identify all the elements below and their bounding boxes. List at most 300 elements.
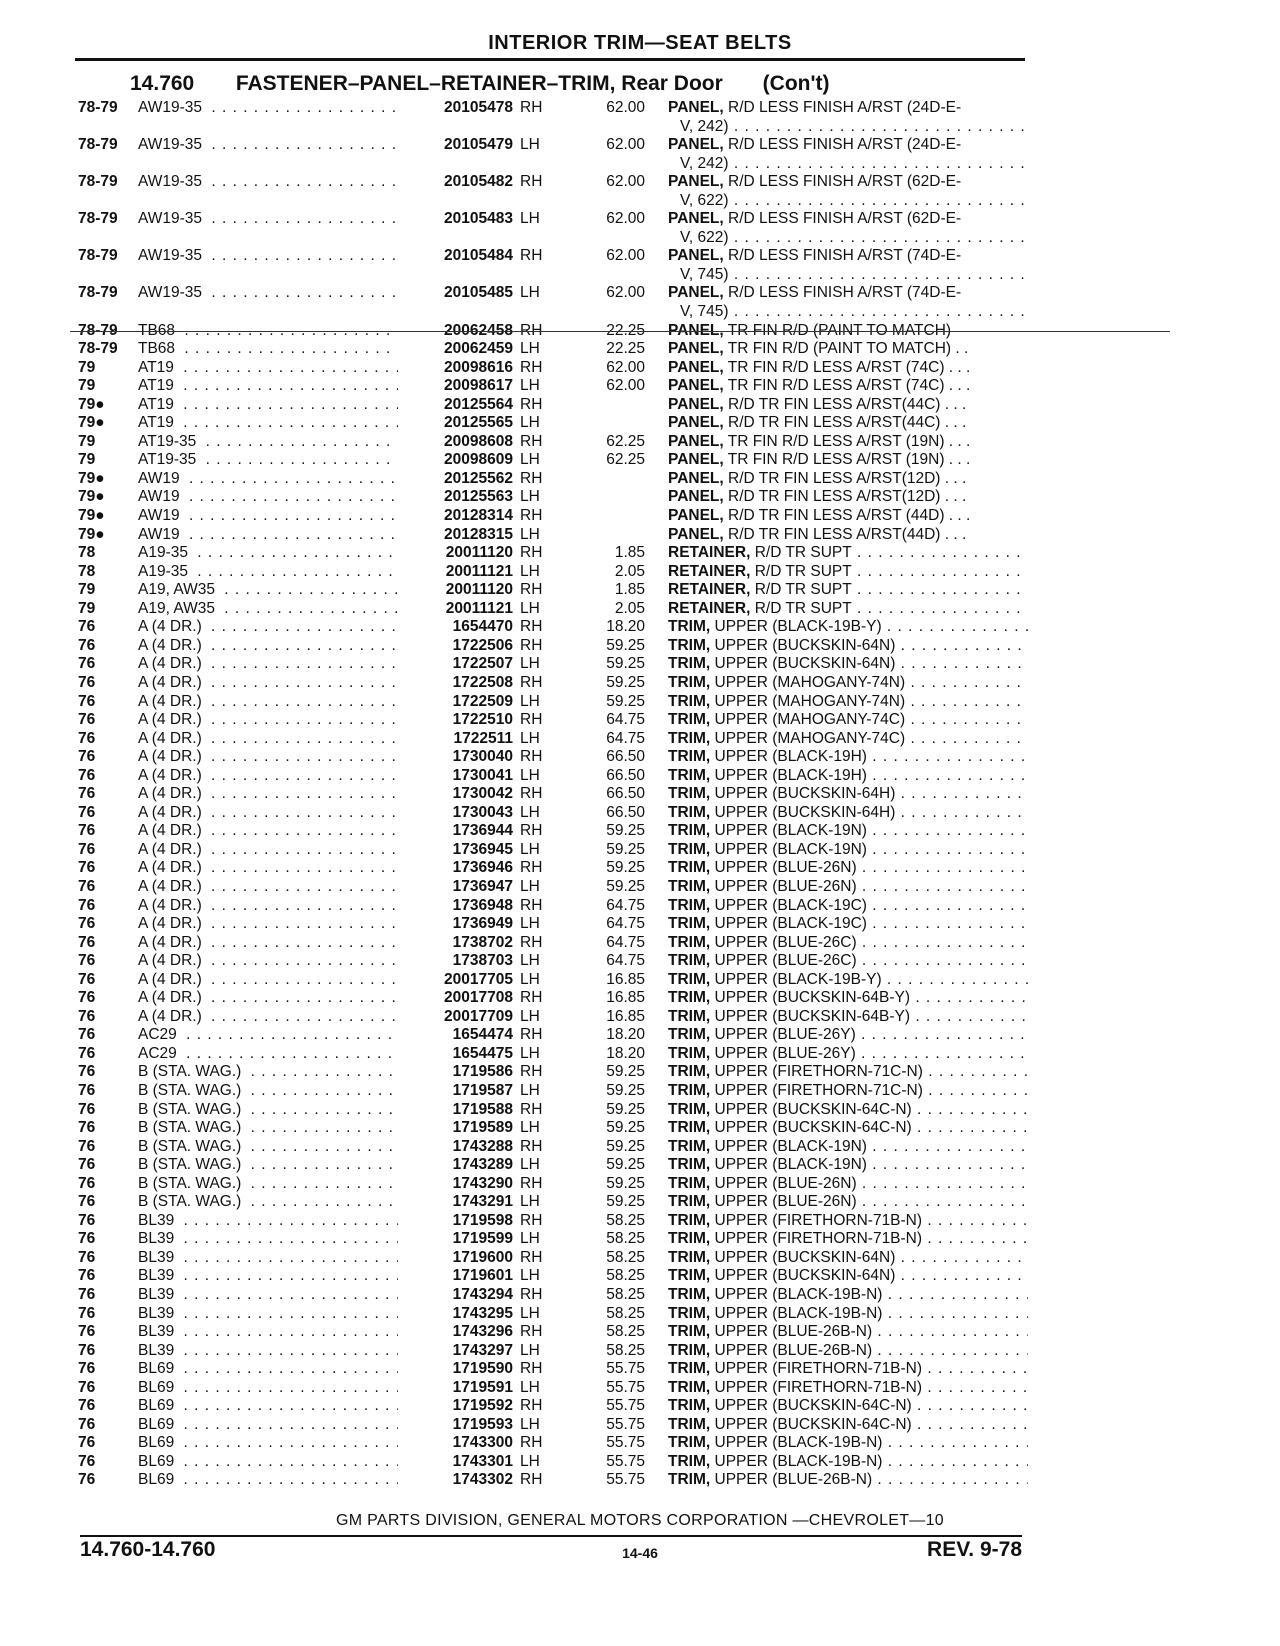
row-model-text: B (STA. WAG.) xyxy=(138,1082,245,1099)
row-year: 76 xyxy=(78,1397,96,1415)
row-model-text: A (4 DR.) xyxy=(138,897,206,914)
row-item-desc: UPPER (BLACK-19N) . . . xyxy=(715,1138,1029,1155)
row-description xyxy=(668,878,1028,897)
row-item-desc: UPPER (BLACK-19B-N) . . . xyxy=(715,1434,1029,1451)
row-item-desc: UPPER (BUCKSKIN-64C-N) . . . xyxy=(715,1397,1029,1414)
table-row xyxy=(0,655,1280,674)
row-item-name: TRIM, xyxy=(668,970,711,988)
row-side: LH xyxy=(520,599,540,617)
row-item-desc: UPPER (BUCKSKIN-64B-Y) . . . xyxy=(715,1008,1029,1025)
row-item-desc: UPPER (MAHOGANY-74C) . . . xyxy=(715,711,1029,728)
row-year: 76 xyxy=(78,952,96,970)
row-year: 78 xyxy=(78,544,96,562)
row-price: 58.25 xyxy=(606,1248,645,1266)
table-row xyxy=(0,693,1280,712)
row-model xyxy=(138,1360,418,1379)
row-model xyxy=(138,1434,418,1453)
row-description xyxy=(668,785,1028,804)
row-model-text: BL39 xyxy=(138,1323,178,1340)
row-item-name: TRIM, xyxy=(668,729,711,747)
row-model xyxy=(138,1175,418,1194)
row-price: 16.85 xyxy=(606,1007,645,1025)
row-part-number: 1654474 xyxy=(398,1026,513,1045)
row-item-name: RETAINER, xyxy=(668,581,751,599)
row-model xyxy=(138,1416,418,1435)
table-row xyxy=(0,711,1280,730)
row-model-text: A (4 DR.) xyxy=(138,767,206,784)
row-item-name: TRIM, xyxy=(668,822,711,840)
table-row xyxy=(0,1045,1280,1064)
row-price: 18.20 xyxy=(606,618,645,636)
row-model-text: TB68 xyxy=(138,340,179,357)
row-model xyxy=(138,748,418,767)
row-item-name: TRIM, xyxy=(668,1211,711,1229)
row-year: 76 xyxy=(78,729,96,747)
row-model-text: BL39 xyxy=(138,1267,178,1284)
row-part-number: 20125562 xyxy=(398,470,513,489)
row-item-name: PANEL, xyxy=(668,432,724,450)
row-side: LH xyxy=(520,377,540,395)
row-item-desc: TR FIN R/D LESS A/RST (19N) . . . xyxy=(727,451,971,469)
row-description xyxy=(668,1397,1028,1416)
row-item-desc: UPPER (BLUE-26N) . . . xyxy=(715,1175,1029,1192)
row-year: 79 xyxy=(78,358,96,376)
row-item-name: TRIM, xyxy=(668,1119,711,1137)
row-side: RH xyxy=(520,507,543,525)
row-side: RH xyxy=(520,748,543,766)
row-price: 62.25 xyxy=(606,432,645,450)
row-side: LH xyxy=(520,877,540,895)
row-item-desc: R/D TR SUPT . . . xyxy=(755,544,1028,561)
row-part-number: 1719586 xyxy=(398,1063,513,1082)
row-model-text: AC29 xyxy=(138,1026,181,1043)
table-row xyxy=(0,934,1280,953)
row-side: RH xyxy=(520,1211,543,1229)
row-item-desc: UPPER (BLUE-26C) . . . xyxy=(715,952,1029,969)
page-header-title: INTERIOR TRIM—SEAT BELTS xyxy=(488,32,792,54)
row-part-number: 1722508 xyxy=(398,674,513,693)
row-model-text: A19-35 xyxy=(138,544,192,561)
row-item-desc: UPPER (BUCKSKIN-64C-N) . . . xyxy=(715,1416,1029,1433)
row-model xyxy=(138,210,418,229)
row-part-number: 1743291 xyxy=(398,1193,513,1212)
table-row xyxy=(0,1101,1280,1120)
row-model xyxy=(138,1193,418,1212)
row-model xyxy=(138,1119,418,1138)
row-part-number: 20017708 xyxy=(398,989,513,1008)
row-description xyxy=(668,730,1028,749)
row-description xyxy=(668,1175,1028,1194)
row-side: LH xyxy=(520,136,540,154)
row-model xyxy=(138,340,418,359)
row-side: LH xyxy=(520,284,540,302)
section-heading xyxy=(130,72,829,96)
row-part-number: 20105479 xyxy=(398,136,513,155)
row-year: 76 xyxy=(78,1248,96,1266)
row-part-number: 1654470 xyxy=(398,618,513,637)
row-price: 59.25 xyxy=(606,1174,645,1192)
row-description xyxy=(668,1286,1028,1305)
row-item-desc: UPPER (BUCKSKIN-64N) . . . xyxy=(715,637,1029,654)
row-item-name: TRIM, xyxy=(668,1434,711,1452)
row-price: 59.25 xyxy=(606,1081,645,1099)
row-item-name: PANEL, xyxy=(668,321,724,339)
row-model xyxy=(138,1063,418,1082)
row-item-desc: R/D LESS FINISH A/RST (24D-E- xyxy=(728,136,962,154)
row-description xyxy=(668,526,1028,545)
row-item-name: TRIM, xyxy=(668,859,711,877)
row-item-desc: UPPER (BLUE-26C) . . . xyxy=(715,934,1029,951)
row-item-desc: UPPER (BUCKSKIN-64H) . . . xyxy=(715,785,1029,802)
row-model-text: A (4 DR.) xyxy=(138,674,206,691)
row-part-number: 20128315 xyxy=(398,526,513,545)
row-item-desc-continued: V, 242) . . . xyxy=(668,155,1028,174)
row-side: LH xyxy=(520,1081,540,1099)
row-model-text: AT19 xyxy=(138,414,178,431)
row-side: RH xyxy=(520,1323,543,1341)
row-side: LH xyxy=(520,451,540,469)
row-model-text: AW19-35 xyxy=(138,136,206,153)
row-price: 58.25 xyxy=(606,1230,645,1248)
row-part-number: 1719599 xyxy=(398,1230,513,1249)
row-price: 22.25 xyxy=(606,321,645,339)
row-side: LH xyxy=(520,340,540,358)
row-part-number: 1730040 xyxy=(398,748,513,767)
row-item-desc: UPPER (FIRETHORN-71B-N) . . . xyxy=(715,1212,1029,1229)
row-price: 55.75 xyxy=(606,1471,645,1489)
table-row xyxy=(0,785,1280,804)
row-model-text: AT19 xyxy=(138,377,178,394)
row-description xyxy=(668,1082,1028,1101)
row-item-name: TRIM, xyxy=(668,1323,711,1341)
row-price: 59.25 xyxy=(606,692,645,710)
row-item-name: TRIM, xyxy=(668,803,711,821)
row-model xyxy=(138,767,418,786)
row-description xyxy=(668,748,1028,767)
row-item-name: PANEL, xyxy=(668,136,724,154)
row-model-text: B (STA. WAG.) xyxy=(138,1063,245,1080)
row-side: RH xyxy=(520,1471,543,1489)
row-item-desc: UPPER (BLACK-19B-N) . . . xyxy=(715,1286,1029,1303)
row-description xyxy=(668,470,1028,489)
row-year: 76 xyxy=(78,1341,96,1359)
row-price: 64.75 xyxy=(606,896,645,914)
row-side: RH xyxy=(520,1286,543,1303)
row-price: 66.50 xyxy=(606,748,645,766)
row-model xyxy=(138,377,418,396)
row-year: 76 xyxy=(78,1137,96,1155)
row-price: 55.75 xyxy=(606,1434,645,1452)
row-year: 76 xyxy=(78,711,96,729)
row-description xyxy=(668,136,1028,173)
row-model-text: AC29 xyxy=(138,1045,181,1062)
row-side: LH xyxy=(520,488,540,506)
row-model xyxy=(138,136,418,155)
row-model-text: AW19-35 xyxy=(138,247,206,264)
row-item-name: TRIM, xyxy=(668,1378,711,1396)
row-model xyxy=(138,1267,418,1286)
row-price: 16.85 xyxy=(606,970,645,988)
row-year: 76 xyxy=(78,1230,96,1248)
table-row xyxy=(0,1379,1280,1398)
row-year: 76 xyxy=(78,1211,96,1229)
table-row xyxy=(0,1212,1280,1231)
row-item-name: TRIM, xyxy=(668,1471,711,1489)
row-price: 64.75 xyxy=(606,933,645,951)
row-model xyxy=(138,1286,418,1305)
row-model-text: BL69 xyxy=(138,1397,178,1414)
row-model-text: BL39 xyxy=(138,1212,178,1229)
table-row xyxy=(0,730,1280,749)
row-description xyxy=(668,433,1028,452)
table-row xyxy=(0,359,1280,378)
row-year: 79 xyxy=(78,599,96,617)
row-model-text: BL39 xyxy=(138,1342,178,1359)
row-model-text: BL69 xyxy=(138,1471,178,1488)
row-part-number: 1722506 xyxy=(398,637,513,656)
table-row xyxy=(0,1230,1280,1249)
row-side: RH xyxy=(520,358,543,376)
row-side: LH xyxy=(520,729,540,747)
row-model xyxy=(138,711,418,730)
row-part-number: 1736947 xyxy=(398,878,513,897)
row-item-desc: UPPER (BUCKSKIN-64N) . . . xyxy=(715,1267,1029,1284)
row-item-name: TRIM, xyxy=(668,655,711,673)
row-description xyxy=(668,1416,1028,1435)
row-price: 59.25 xyxy=(606,1063,645,1081)
table-row xyxy=(0,1397,1280,1416)
row-model xyxy=(138,359,418,378)
row-item-desc: UPPER (BUCKSKIN-64N) . . . xyxy=(715,1249,1029,1266)
row-model-text: A (4 DR.) xyxy=(138,711,206,728)
row-item-desc: UPPER (FIRETHORN-71C-N) . . . xyxy=(715,1082,1029,1099)
row-description xyxy=(668,655,1028,674)
row-side: LH xyxy=(520,1267,540,1285)
row-model xyxy=(138,674,418,693)
row-item-name: TRIM, xyxy=(668,915,711,933)
row-model-text: A (4 DR.) xyxy=(138,952,206,969)
row-part-number: 1722507 xyxy=(398,655,513,674)
row-model xyxy=(138,544,418,563)
row-year: 76 xyxy=(78,1415,96,1433)
row-item-desc: R/D TR SUPT . . . xyxy=(755,563,1028,580)
row-description xyxy=(668,451,1028,470)
row-price: 59.25 xyxy=(606,840,645,858)
row-year: 78-79 xyxy=(78,247,118,265)
row-price: 58.25 xyxy=(606,1323,645,1341)
row-item-name: TRIM, xyxy=(668,636,711,654)
row-item-desc: R/D LESS FINISH A/RST (24D-E- xyxy=(728,99,962,116)
row-part-number: 1736945 xyxy=(398,841,513,860)
row-item-desc: UPPER (FIRETHORN-71B-N) . . . xyxy=(715,1230,1029,1247)
row-item-desc: UPPER (BLUE-26N) . . . xyxy=(715,859,1029,876)
table-row xyxy=(0,1416,1280,1435)
row-price: 59.25 xyxy=(606,1119,645,1137)
row-model xyxy=(138,730,418,749)
row-side: RH xyxy=(520,822,543,840)
row-item-desc: R/D TR FIN LESS A/RST(44C) . . . xyxy=(728,414,967,432)
footer-division: GM PARTS DIVISION, GENERAL MOTORS CORPORATION —CHEVROLET—10 xyxy=(335,1512,945,1529)
row-item-desc: TR FIN R/D LESS A/RST (19N) . . . xyxy=(727,432,971,450)
row-year: 79 xyxy=(78,432,96,450)
row-model-text: B (STA. WAG.) xyxy=(138,1119,245,1136)
row-year: 76 xyxy=(78,766,96,784)
row-model xyxy=(138,526,418,545)
row-item-name: PANEL, xyxy=(668,284,724,302)
row-price: 58.25 xyxy=(606,1341,645,1359)
row-part-number: 1719590 xyxy=(398,1360,513,1379)
row-item-desc: R/D TR FIN LESS A/RST(12D) . . . xyxy=(728,469,967,487)
row-year: 76 xyxy=(78,1081,96,1099)
row-part-number: 1719593 xyxy=(398,1416,513,1435)
row-model-text: AW19 xyxy=(138,526,184,543)
row-item-name: TRIM, xyxy=(668,877,711,895)
row-description xyxy=(668,1342,1028,1361)
row-description xyxy=(668,1323,1028,1342)
row-model xyxy=(138,971,418,990)
row-item-name: PANEL, xyxy=(668,488,724,506)
row-part-number: 1743302 xyxy=(398,1471,513,1490)
row-model xyxy=(138,841,418,860)
row-year: 79 xyxy=(78,581,96,599)
table-row xyxy=(0,971,1280,990)
row-model-text: BL39 xyxy=(138,1286,178,1303)
row-description xyxy=(668,1193,1028,1212)
row-year: 76 xyxy=(78,896,96,914)
section-continued: (Con't) xyxy=(762,72,830,95)
footer-page-number: 14-46 xyxy=(622,1545,658,1561)
row-price: 58.25 xyxy=(606,1211,645,1229)
row-model-text: B (STA. WAG.) xyxy=(138,1101,245,1118)
row-side: LH xyxy=(520,1304,540,1322)
row-model-text: A (4 DR.) xyxy=(138,693,206,710)
row-price: 62.00 xyxy=(606,210,645,228)
row-year: 78 xyxy=(78,562,96,580)
row-model xyxy=(138,1138,418,1157)
row-model xyxy=(138,989,418,1008)
row-price: 64.75 xyxy=(606,711,645,729)
row-side: LH xyxy=(520,1119,540,1137)
row-price: 59.25 xyxy=(606,1156,645,1174)
row-price: 1.85 xyxy=(614,581,645,599)
row-year: 76 xyxy=(78,970,96,988)
row-side: RH xyxy=(520,1434,543,1452)
table-row xyxy=(0,1286,1280,1305)
row-side: RH xyxy=(520,785,543,803)
row-price: 64.75 xyxy=(606,729,645,747)
row-item-name: TRIM, xyxy=(668,952,711,970)
table-row xyxy=(0,1175,1280,1194)
row-description xyxy=(668,971,1028,990)
row-model-text: BL39 xyxy=(138,1305,178,1322)
table-row xyxy=(0,1360,1280,1379)
row-item-name: TRIM, xyxy=(668,1341,711,1359)
row-side: RH xyxy=(520,989,543,1007)
row-item-desc: UPPER (BLACK-19N) . . . xyxy=(715,822,1029,839)
row-price: 62.00 xyxy=(606,358,645,376)
row-price: 62.00 xyxy=(606,136,645,154)
row-year: 76 xyxy=(78,1434,96,1452)
row-model-text: A (4 DR.) xyxy=(138,934,206,951)
row-part-number: 1719601 xyxy=(398,1267,513,1286)
row-item-desc: UPPER (BLACK-19C) . . . xyxy=(715,897,1029,914)
row-model-text: BL39 xyxy=(138,1249,178,1266)
row-price: 59.25 xyxy=(606,636,645,654)
table-row xyxy=(0,1471,1280,1490)
row-model xyxy=(138,99,418,118)
row-item-name: TRIM, xyxy=(668,1100,711,1118)
row-model-text: AW19 xyxy=(138,488,184,505)
row-price: 59.25 xyxy=(606,673,645,691)
row-model-text: B (STA. WAG.) xyxy=(138,1175,245,1192)
row-item-desc: UPPER (BLACK-19B-Y) . . . xyxy=(715,618,1029,635)
row-part-number: 1736948 xyxy=(398,897,513,916)
row-side: LH xyxy=(520,952,540,970)
table-row xyxy=(0,581,1280,600)
row-item-name: TRIM, xyxy=(668,1156,711,1174)
row-item-name: TRIM, xyxy=(668,1007,711,1025)
row-model-text: A (4 DR.) xyxy=(138,915,206,932)
row-part-number: 1730043 xyxy=(398,804,513,823)
row-price: 66.50 xyxy=(606,803,645,821)
row-year: 78-79 xyxy=(78,321,118,339)
row-item-desc: UPPER (BLUE-26N) . . . xyxy=(715,1193,1029,1210)
row-model-text: BL69 xyxy=(138,1379,178,1396)
row-part-number: 1719591 xyxy=(398,1379,513,1398)
row-price: 1.85 xyxy=(614,544,645,562)
row-item-desc: UPPER (BLACK-19C) . . . xyxy=(715,915,1029,932)
row-item-name: PANEL, xyxy=(668,358,724,376)
row-year: 78-79 xyxy=(78,210,118,228)
row-item-desc: UPPER (BUCKSKIN-64H) . . . xyxy=(715,804,1029,821)
row-part-number: 20062459 xyxy=(398,340,513,359)
row-year: 79 xyxy=(78,377,96,395)
footer-range: 14.760-14.760 xyxy=(80,1538,216,1561)
row-model xyxy=(138,934,418,953)
row-model xyxy=(138,1212,418,1231)
table-row xyxy=(0,1138,1280,1157)
row-item-name: TRIM, xyxy=(668,785,711,803)
row-part-number: 1736949 xyxy=(398,915,513,934)
row-item-desc: R/D TR SUPT . . . xyxy=(755,600,1028,617)
row-model-text: A (4 DR.) xyxy=(138,1008,206,1025)
row-price: 58.25 xyxy=(606,1267,645,1285)
footer-revision: REV. 9-78 xyxy=(927,1538,1022,1561)
table-row xyxy=(0,767,1280,786)
table-row xyxy=(0,1082,1280,1101)
row-part-number: 1738703 xyxy=(398,952,513,971)
row-part-number: 1738702 xyxy=(398,934,513,953)
table-row xyxy=(0,470,1280,489)
row-item-desc: UPPER (BLACK-19H) . . . xyxy=(715,767,1029,784)
row-description xyxy=(668,1305,1028,1324)
row-part-number: 20105482 xyxy=(398,173,513,192)
row-year: 76 xyxy=(78,915,96,933)
row-description xyxy=(668,934,1028,953)
row-model-text: A (4 DR.) xyxy=(138,804,206,821)
row-description xyxy=(668,897,1028,916)
row-year: 79● xyxy=(78,525,105,543)
row-item-name: RETAINER, xyxy=(668,544,751,562)
row-model-text: A (4 DR.) xyxy=(138,730,206,747)
row-description xyxy=(668,1045,1028,1064)
row-description xyxy=(668,674,1028,693)
row-side: LH xyxy=(520,414,540,432)
table-row xyxy=(0,618,1280,637)
table-row xyxy=(0,915,1280,934)
row-model xyxy=(138,1342,418,1361)
row-description xyxy=(668,581,1028,600)
